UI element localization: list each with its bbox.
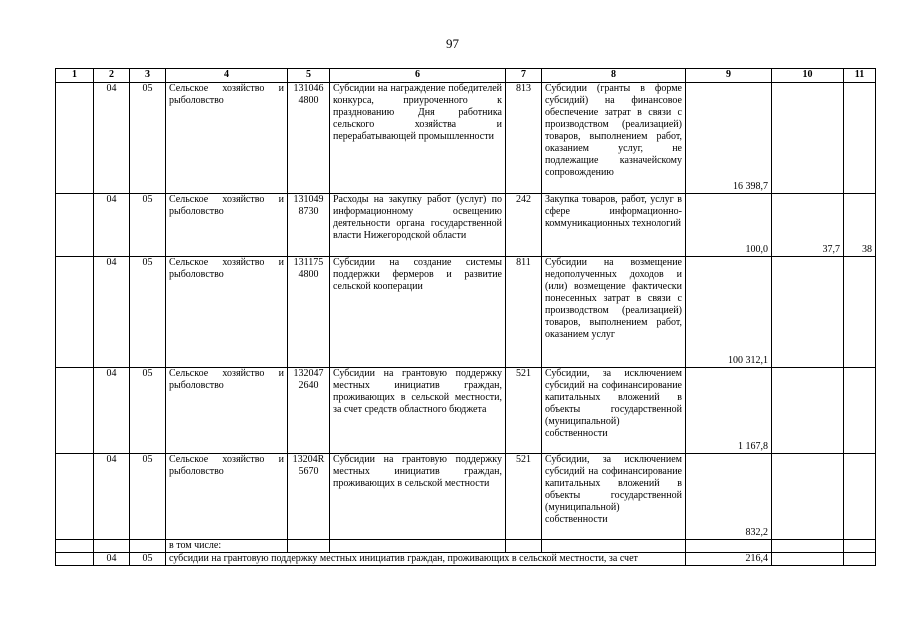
cell-amount-3 [844, 83, 876, 194]
cell-empty [56, 83, 94, 194]
cell-amount-3: 38 [844, 194, 876, 257]
cell-empty [56, 540, 94, 553]
cell-amount: 1 167,8 [686, 368, 772, 454]
header-row [56, 69, 876, 83]
cell-empty [772, 540, 844, 553]
table-row-last [56, 553, 876, 566]
cell-empty [844, 540, 876, 553]
cell-expense-name: Субсидии, за исключением субсидий на софинансирование капитальных вложений в объекты государственной (муниципальной) собственности [542, 368, 686, 454]
cell-expense-type: 521 [506, 368, 542, 454]
cell-target-code: 131175 4800 [288, 257, 330, 368]
cell-expense-name: Субсидии (гранты в форме субсидий) на финансовое обеспечение затрат в связи с производством (реализацией) товаров, выполнением работ, оказанием услуг, не подлежащие казначейскому сопровождению [542, 83, 686, 194]
cell-expense-name: Субсидии на возмещение недополученных доходов и (или) возмещение фактически понесенных затрат в связи с производством (реализацией) товаров, выполнением работ, оказанием услуг [542, 257, 686, 368]
cell-amount-2 [772, 83, 844, 194]
cell-amount: 832,2 [686, 454, 772, 540]
budget-table [55, 68, 876, 566]
cell-amount-2: 37,7 [772, 194, 844, 257]
cell-empty [686, 540, 772, 553]
cell-section: 04 [94, 194, 130, 257]
col-header-7: 7 [506, 69, 542, 83]
table-row-in-that-number [56, 540, 876, 553]
col-header-4: 4 [166, 69, 288, 83]
cell-section-name: Сельское хозяйство и рыболовство [166, 257, 288, 368]
cell-amount: 100,0 [686, 194, 772, 257]
cell-empty [130, 540, 166, 553]
cell-empty [56, 553, 94, 566]
col-header-9: 9 [686, 69, 772, 83]
cell-section-name: Сельское хозяйство и рыболовство [166, 194, 288, 257]
cell-amount-2 [772, 368, 844, 454]
cell-amount: 16 398,7 [686, 83, 772, 194]
cell-section: 04 [94, 257, 130, 368]
cell-amount-3 [844, 257, 876, 368]
col-header-1: 1 [56, 69, 94, 83]
cell-section-name: Сельское хозяйство и рыболовство [166, 454, 288, 540]
cell-empty [288, 540, 330, 553]
col-header-8: 8 [542, 69, 686, 83]
cell-amount-3 [844, 454, 876, 540]
cell-expense-name: Закупка товаров, работ, услуг в сфере информационно-коммуникационных технологий [542, 194, 686, 257]
cell-section: 04 [94, 454, 130, 540]
cell-empty [772, 553, 844, 566]
cell-in-that-number: в том числе: [166, 540, 288, 553]
cell-section-name: Сельское хозяйство и рыболовство [166, 83, 288, 194]
col-header-6: 6 [330, 69, 506, 83]
cell-empty [844, 553, 876, 566]
cell-subsection: 05 [130, 83, 166, 194]
cell-target-code: 13204R 5670 [288, 454, 330, 540]
cell-target-name: Субсидии на грантовую поддержку местных инициатив граждан, проживающих в сельской местности, за счет средств областного бюджета [330, 368, 506, 454]
cell-amount-2 [772, 257, 844, 368]
cell-amount: 100 312,1 [686, 257, 772, 368]
cell-section-name: Сельское хозяйство и рыболовство [166, 368, 288, 454]
cell-expense-type: 521 [506, 454, 542, 540]
cell-empty [506, 540, 542, 553]
col-header-2: 2 [94, 69, 130, 83]
cell-subsection: 05 [130, 454, 166, 540]
cell-subsection: 05 [130, 257, 166, 368]
cell-target-name: Субсидии на грантовую поддержку местных инициатив граждан, проживающих в сельской местности [330, 454, 506, 540]
cell-subsection: 05 [130, 368, 166, 454]
cell-amount-3 [844, 368, 876, 454]
cell-target-name: Субсидии на создание системы поддержки фермеров и развитие сельской кооперации [330, 257, 506, 368]
col-header-3: 3 [130, 69, 166, 83]
cell-section: 04 [94, 553, 130, 566]
cell-empty [56, 454, 94, 540]
cell-empty [542, 540, 686, 553]
cell-subsection: 05 [130, 553, 166, 566]
cell-spanning-description: субсидии на грантовую поддержку местных инициатив граждан, проживающих в сельской местности, за счет [166, 553, 686, 566]
cell-amount-2 [772, 454, 844, 540]
cell-subsection: 05 [130, 194, 166, 257]
cell-section: 04 [94, 368, 130, 454]
page-number: 97 [446, 36, 459, 51]
col-header-11: 11 [844, 69, 876, 83]
cell-target-code: 132047 2640 [288, 368, 330, 454]
cell-amount: 216,4 [686, 553, 772, 566]
cell-expense-type: 811 [506, 257, 542, 368]
table-row [56, 454, 876, 540]
cell-target-code: 131046 4800 [288, 83, 330, 194]
cell-empty [56, 194, 94, 257]
cell-empty [330, 540, 506, 553]
table-row [56, 83, 876, 194]
table-row [56, 368, 876, 454]
cell-expense-type: 813 [506, 83, 542, 194]
col-header-10: 10 [772, 69, 844, 83]
cell-section: 04 [94, 83, 130, 194]
cell-empty [56, 257, 94, 368]
table-row [56, 194, 876, 257]
cell-target-code: 131049 8730 [288, 194, 330, 257]
cell-expense-name: Субсидии, за исключением субсидий на софинансирование капитальных вложений в объекты государственной (муниципальной) собственности [542, 454, 686, 540]
cell-empty [56, 368, 94, 454]
cell-expense-type: 242 [506, 194, 542, 257]
table-row [56, 257, 876, 368]
cell-empty [94, 540, 130, 553]
cell-target-name: Расходы на закупку работ (услуг) по информационному освещению деятельности органа государственной власти Нижегородской области [330, 194, 506, 257]
cell-target-name: Субсидии на награждение победителей конкурса, приуроченного к празднованию Дня работника сельского хозяйства и перерабатывающей промышленности [330, 83, 506, 194]
col-header-5: 5 [288, 69, 330, 83]
